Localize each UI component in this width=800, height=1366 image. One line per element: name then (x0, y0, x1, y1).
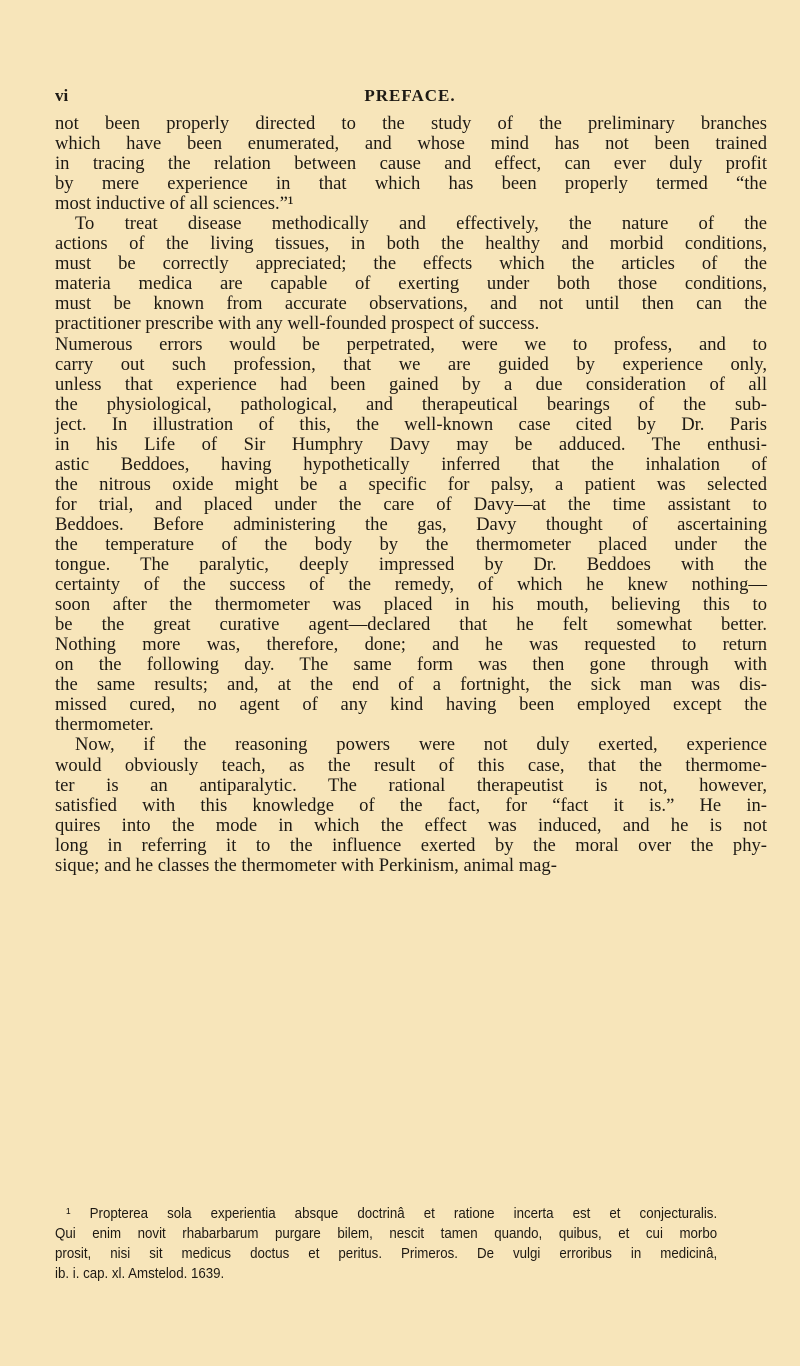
text-line: soon after the thermometer was placed in his mouth, believing this to (55, 594, 767, 616)
text-line: actions of the living tissues, in both the healthy and morbid conditions, (55, 233, 767, 255)
text-line: ter is an antiparalytic. The rational therapeutist is not, however, (55, 774, 767, 796)
text-line: for trial, and placed under the care of Davy—at the time assistant to (55, 493, 767, 515)
text-line: the same results; and, at the end of a fortnight, the sick man was dis- (55, 674, 767, 696)
text-line: long in referring it to the influence exerted by the moral over the phy- (55, 834, 767, 856)
text-line: which have been enumerated, and whose mind has not been trained (55, 133, 767, 155)
text-line: satisfied with this knowledge of the fact, for “fact it is.” He in- (55, 794, 767, 816)
text-line: quires into the mode in which the effect was induced, and he is not (55, 814, 767, 836)
running-head: PREFACE. (364, 86, 456, 105)
text-line: certainty of the success of the remedy, of which he knew nothing— (55, 574, 767, 596)
footnote-line: ¹ Propterea sola experientia absque doctrinâ et ratione incerta est et conjecturalis. (66, 1206, 718, 1222)
footnote-line: Qui enim novit rhabarbarum purgare bilem, nescit tamen quando, quibus, et cui morbo (55, 1226, 718, 1242)
text-line: carry out such profession, that we are guided by experience only, (55, 353, 767, 375)
text-line: missed cured, no agent of any kind having been employed except the (55, 694, 767, 716)
text-line: be the great curative agent—declared that he felt somewhat better. (55, 614, 767, 636)
text-line: practitioner prescribe with any well-founded prospect of success. (55, 313, 540, 335)
text-line: in tracing the relation between cause and effect, can ever duly profit (55, 153, 767, 175)
body-text (55, 114, 767, 876)
text-line: thermometer. (55, 714, 154, 736)
text-line: most inductive of all sciences.”¹ (55, 193, 294, 215)
text-line: in his Life of Sir Humphry Davy may be adduced. The enthusi- (55, 433, 767, 455)
footnote-line: ib. i. cap. xl. Amstelod. 1639. (55, 1266, 225, 1282)
footnote-line: prosit, nisi sit medicus doctus et peritus. Primeros. De vulgi erroribus in medicinâ, (55, 1246, 718, 1262)
text-line: the nitrous oxide might be a specific for palsy, a patient was selected (55, 473, 767, 495)
text-line: by mere experience in that which has been properly termed “the (55, 173, 767, 195)
page-header (55, 86, 765, 110)
text-line: astic Beddoes, having hypothetically inferred that the inhalation of (55, 453, 767, 475)
text-line: Numerous errors would be perpetrated, were we to profess, and to (55, 333, 767, 355)
text-line: unless that experience had been gained by a due consideration of all (55, 373, 767, 395)
text-line: sique; and he classes the thermometer with Perkinism, animal mag- (55, 854, 557, 876)
text-line: must be correctly appreciated; the effects which the articles of the (55, 253, 767, 275)
footnote (55, 1204, 767, 1284)
text-line: on the following day. The same form was then gone through with (55, 654, 767, 676)
text-line: To treat disease methodically and effectively, the nature of the (75, 213, 767, 235)
page-number: vi (55, 86, 69, 105)
text-line: Now, if the reasoning powers were not duly exerted, experience (75, 734, 767, 756)
text-line: not been properly directed to the study of the preliminary branches (55, 113, 767, 134)
text-line: tongue. The paralytic, deeply impressed by Dr. Beddoes with the (55, 554, 767, 576)
text-line: Beddoes. Before administering the gas, Davy thought of ascertaining (55, 513, 767, 535)
text-line: ject. In illustration of this, the well-known case cited by Dr. Paris (55, 413, 767, 435)
text-line: Nothing more was, therefore, done; and he was requested to return (55, 634, 767, 656)
text-line: the physiological, pathological, and therapeutical bearings of the sub- (55, 393, 767, 415)
text-line: the temperature of the body by the thermometer placed under the (55, 533, 767, 555)
text-line: materia medica are capable of exerting under both those conditions, (55, 273, 767, 295)
text-line: must be known from accurate observations, and not until then can the (55, 293, 767, 315)
text-line: would obviously teach, as the result of this case, that the thermome- (55, 754, 767, 776)
